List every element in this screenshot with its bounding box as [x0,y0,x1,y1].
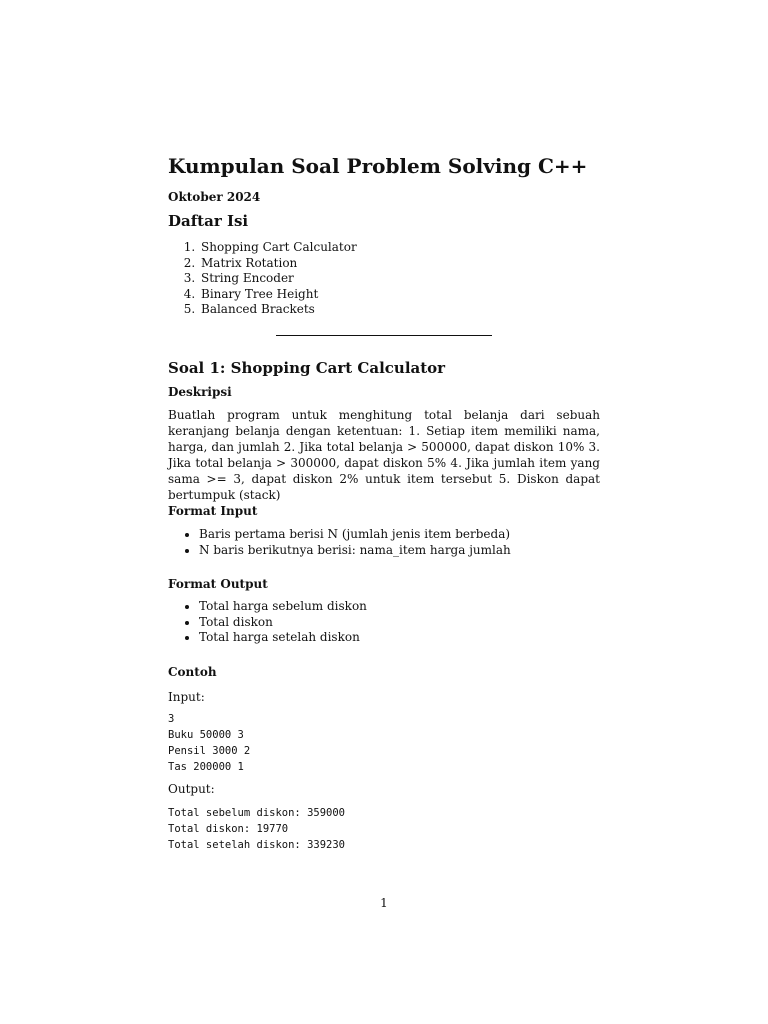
format-output-heading: Format Output [168,577,268,591]
input-label: Input: [168,690,205,704]
document-date: Oktober 2024 [168,190,261,204]
output-label: Output: [168,782,215,796]
output-code-block: Total sebelum diskon: 359000 Total diskon: 19770 Total setelah diskon: 339230 [168,807,346,851]
format-output-list [168,599,600,646]
list-item: • Total harga setelah diskon [199,630,600,646]
soal-1-heading: Soal 1: Shopping Cart Calculator [168,359,446,377]
format-input-heading: Format Input [168,504,258,518]
input-code-block: 3 Buku 50000 3 Pensil 3000 2 Tas 200000 1 [168,713,251,773]
page-number: 1 [380,896,388,910]
deskripsi-heading: Deskripsi [168,385,232,399]
toc-list [168,240,600,318]
list-item: • Baris pertama berisi N (jumlah jenis item berbeda) [199,527,600,543]
format-input-list [168,527,600,558]
toc-heading: Daftar Isi [168,212,249,230]
toc-item: 2. Matrix Rotation [199,256,600,272]
list-item: • N baris berikutnya berisi: nama_item harga jumlah [199,543,600,559]
horizontal-rule [276,335,492,336]
toc-item: 4. Binary Tree Height [199,287,600,303]
list-item: • Total diskon [199,615,600,631]
contoh-heading: Contoh [168,665,217,679]
toc-item: 1. Shopping Cart Calculator [199,240,600,256]
list-item: • Total harga sebelum diskon [199,599,600,615]
document-title: Kumpulan Soal Problem Solving C++ [168,154,588,178]
toc-item: 3. String Encoder [199,271,600,287]
deskripsi-text: Buatlah program untuk menghitung total belanja dari sebuah keranjang belanja dengan ketentuan: 1. Setiap item memiliki nama, harga, dan jumlah 2. Jika total belanja > 500000, dapat diskon 10% 3. Jika total belanja > 300000, dapat diskon 5% 4. Jika jumlah item yang sama >= 3, dapat diskon 2% untuk item tersebut 5. Diskon dapat bertumpuk (stack) [168,408,600,502]
toc-item: 5. Balanced Brackets [199,302,600,318]
